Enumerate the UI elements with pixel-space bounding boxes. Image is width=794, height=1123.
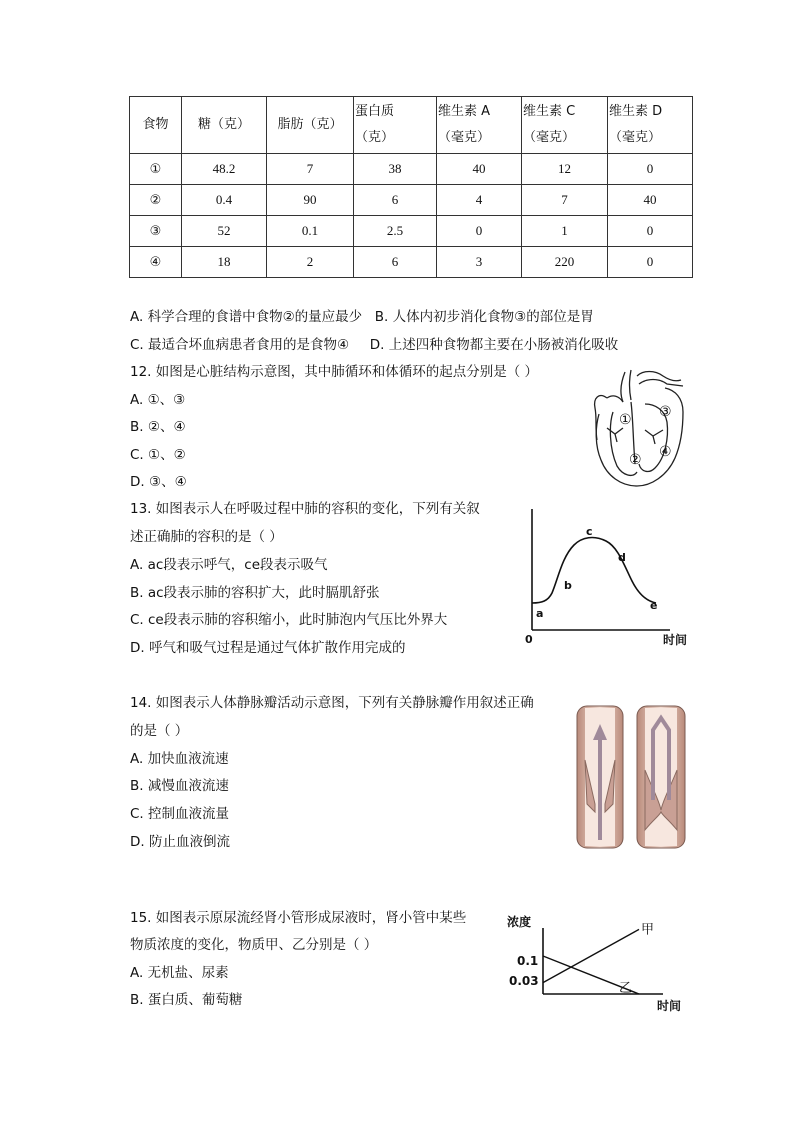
lung-point-a: a — [536, 607, 544, 620]
q11-option-row-ab — [130, 305, 594, 325]
q14-option-a[interactable]: A. 加快血液流速 — [130, 751, 229, 767]
q13-option-a[interactable]: A. ac段表示呼气，ce段表示吸气 — [130, 557, 328, 573]
q13-stem-line1: 13. 如图表示人在呼吸过程中肺的容积的变化，下列有关叙 — [130, 501, 480, 517]
heart-structure-diagram — [585, 368, 695, 490]
table-row: ② 0.4 90 6 4 7 40 — [130, 185, 693, 216]
table-row: ④ 18 2 6 3 220 0 — [130, 247, 693, 278]
heart-label-1: ① — [619, 412, 632, 428]
header-vitamin-c: 维生素 C （毫克） — [522, 97, 608, 154]
heart-label-3: ③ — [659, 404, 672, 420]
q15-option-a[interactable]: A. 无机盐、尿素 — [130, 965, 229, 981]
header-protein: 蛋白质 （克） — [354, 97, 437, 154]
open-valve-vein — [577, 706, 623, 848]
lung-point-c: c — [586, 525, 593, 538]
q12-option-d[interactable]: D. ③、④ — [130, 474, 187, 490]
concentration-chart — [505, 912, 695, 1016]
q13-stem-line2: 述正确肺的容积的是（ ） — [130, 529, 283, 545]
q12-stem: 12. 如图是心脏结构示意图，其中肺循环和体循环的起点分别是（ ） — [130, 364, 539, 380]
food-nutrition-table — [129, 96, 693, 278]
lung-point-d: d — [618, 551, 626, 564]
q15-option-b[interactable]: B. 蛋白质、葡萄糖 — [130, 992, 243, 1008]
q14-option-d[interactable]: D. 防止血液倒流 — [130, 834, 230, 850]
q12-option-c[interactable]: C. ①、② — [130, 447, 186, 463]
q15-stem-line1: 15. 如图表示原尿流经肾小管形成尿液时，肾小管中某些 — [130, 910, 467, 926]
lung-chart-origin: 0 — [525, 633, 533, 646]
conc-chart-ylabel: 浓度 — [507, 915, 532, 929]
header-vitamin-d: 维生素 D （毫克） — [608, 97, 693, 154]
table-row: ③ 52 0.1 2.5 0 1 0 — [130, 216, 693, 247]
heart-label-2: ② — [629, 452, 642, 468]
q11-option-d[interactable]: D. 上述四种食物都主要在小肠被消化吸收 — [369, 337, 619, 353]
lung-point-b: b — [564, 579, 572, 592]
conc-series-label-0: 甲 — [641, 922, 655, 938]
heart-label-4: ④ — [659, 444, 672, 460]
q14-stem-line2: 的是（ ） — [130, 723, 189, 739]
vein-valve-diagram — [573, 700, 691, 852]
q13-option-d[interactable]: D. 呼气和吸气过程是通过气体扩散作用完成的 — [130, 640, 406, 656]
header-food: 食物 — [130, 97, 182, 154]
table-header-row — [130, 97, 693, 154]
conc-series-label-1: 乙 — [619, 981, 633, 996]
q14-stem-line1: 14. 如图表示人体静脉瓣活动示意图，下列有关静脉瓣作用叙述正确 — [130, 695, 534, 711]
q11-option-c[interactable]: C. 最适合坏血病患者食用的是食物④ — [130, 337, 350, 353]
lung-point-e: e — [650, 599, 658, 612]
q11-option-row-cd — [130, 333, 618, 353]
conc-chart-xlabel: 时间 — [657, 999, 682, 1013]
q14-option-c[interactable]: C. 控制血液流量 — [130, 806, 230, 822]
header-fat: 脂肪（克） — [267, 97, 354, 154]
lung-volume-curve — [532, 538, 656, 603]
q12-option-b[interactable]: B. ②、④ — [130, 419, 186, 435]
lung-volume-chart — [520, 505, 695, 647]
q13-option-c[interactable]: C. ce段表示肺的容积缩小，此时肺泡内气压比外界大 — [130, 612, 448, 628]
closed-valve-vein — [637, 706, 685, 848]
lung-chart-xlabel: 时间 — [663, 633, 688, 647]
q11-option-a[interactable]: A. 科学合理的食谱中食物②的量应最少 — [130, 309, 363, 325]
q15-stem-line2: 物质浓度的变化，物质甲、乙分别是（ ） — [130, 937, 378, 953]
conc-tick-0-03: 0.03 — [509, 974, 539, 988]
table-row: ① 48.2 7 38 40 12 0 — [130, 154, 693, 185]
header-vitamin-a: 维生素 A （毫克） — [437, 97, 522, 154]
q13-option-b[interactable]: B. ac段表示肺的容积扩大，此时膈肌舒张 — [130, 585, 380, 601]
q12-option-a[interactable]: A. ①、③ — [130, 392, 186, 408]
header-sugar: 糖（克） — [182, 97, 267, 154]
q11-option-b[interactable]: B. 人体内初步消化食物③的部位是胃 — [374, 309, 594, 325]
q14-option-b[interactable]: B. 减慢血液流速 — [130, 778, 229, 794]
conc-tick-0-1: 0.1 — [517, 954, 539, 968]
